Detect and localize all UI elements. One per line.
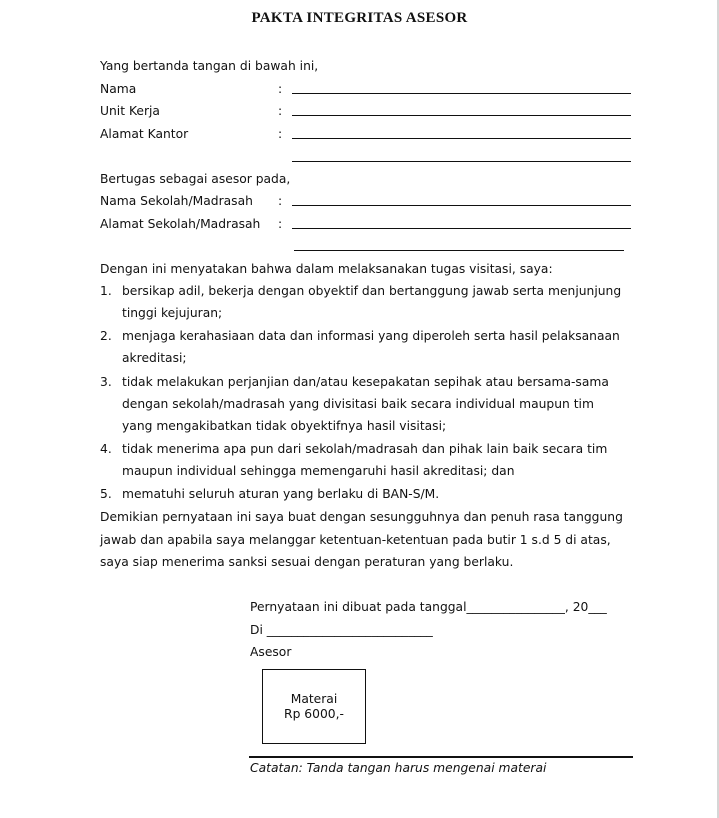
field-colon: : <box>278 217 283 231</box>
assignment-heading: Bertugas sebagai asesor pada, <box>100 172 291 186</box>
closing-text: jawab dan apabila saya melanggar ketentuan-ketentuan pada butir 1 s.d 5 di atas, <box>100 533 611 547</box>
field-label-unit-kerja: Unit Kerja <box>100 104 160 118</box>
materai-stamp-box <box>262 669 366 744</box>
field-line-alamat-kantor-2[interactable] <box>292 161 631 162</box>
field-line-nama-sekolah[interactable] <box>292 205 631 206</box>
closing-text: saya siap menerima sanksi sesuai dengan peraturan yang berlaku. <box>100 555 514 569</box>
field-colon: : <box>278 127 283 141</box>
field-colon: : <box>278 82 283 96</box>
signature-note: Catatan: Tanda tangan harus mengenai materai <box>250 761 547 775</box>
list-item-number: 3. <box>100 375 112 389</box>
field-line-alamat-sekolah-2[interactable] <box>294 250 624 251</box>
list-item-text: tidak menerima apa pun dari sekolah/madrasah dan pihak lain baik secara tim <box>122 442 608 456</box>
document-title: PAKTA INTEGRITAS ASESOR <box>251 10 468 26</box>
list-item-text: yang mengakibatkan tidak obyektifnya hasil visitasi; <box>122 419 447 433</box>
field-line-alamat-kantor[interactable] <box>292 138 631 139</box>
materai-label: Materai <box>290 691 338 706</box>
materai-amount: Rp 6000,- <box>284 706 344 721</box>
field-line-alamat-sekolah[interactable] <box>292 228 631 229</box>
list-item-number: 1. <box>100 284 112 298</box>
field-label-alamat-sekolah: Alamat Sekolah/Madrasah <box>100 217 261 231</box>
signature-line <box>249 756 633 758</box>
list-item-text: dengan sekolah/madrasah yang divisitasi baik secara individual maupun tim <box>122 397 594 411</box>
field-colon: : <box>278 194 283 208</box>
list-item-text: mematuhi seluruh aturan yang berlaku di BAN-S/M. <box>122 487 440 501</box>
field-line-unit-kerja[interactable] <box>292 115 631 116</box>
field-colon: : <box>278 104 283 118</box>
field-label-alamat-kantor: Alamat Kantor <box>100 127 189 141</box>
list-item-number: 4. <box>100 442 112 456</box>
closing-text: Demikian pernyataan ini saya buat dengan sesungguhnya dan penuh rasa tanggung <box>100 510 623 524</box>
list-item-text: tinggi kejujuran; <box>122 306 223 320</box>
field-label-nama: Nama <box>100 82 137 96</box>
list-item-text: maupun individual sehingga memengaruhi hasil akreditasi; dan <box>122 464 515 478</box>
signature-date-line: Pernyataan ini dibuat pada tanggal________________, 20___ <box>250 600 607 614</box>
list-item-text: bersikap adil, bekerja dengan obyektif dan bertanggung jawab serta menjunjung <box>122 284 622 298</box>
list-item-text: akreditasi; <box>122 351 187 365</box>
list-item-number: 5. <box>100 487 112 501</box>
intro-text: Yang bertanda tangan di bawah ini, <box>100 59 319 73</box>
list-item-number: 2. <box>100 329 112 343</box>
signature-role: Asesor <box>250 645 292 659</box>
list-item-text: menjaga kerahasiaan data dan informasi yang diperoleh serta hasil pelaksanaan <box>122 329 620 343</box>
field-line-nama[interactable] <box>292 93 631 94</box>
field-label-nama-sekolah: Nama Sekolah/Madrasah <box>100 194 253 208</box>
signature-place-line: Di ___________________________ <box>250 623 433 637</box>
list-item-text: tidak melakukan perjanjian dan/atau kesepakatan sepihak atau bersama-sama <box>122 375 609 389</box>
statement-text: Dengan ini menyatakan bahwa dalam melaksanakan tugas visitasi, saya: <box>100 262 553 276</box>
